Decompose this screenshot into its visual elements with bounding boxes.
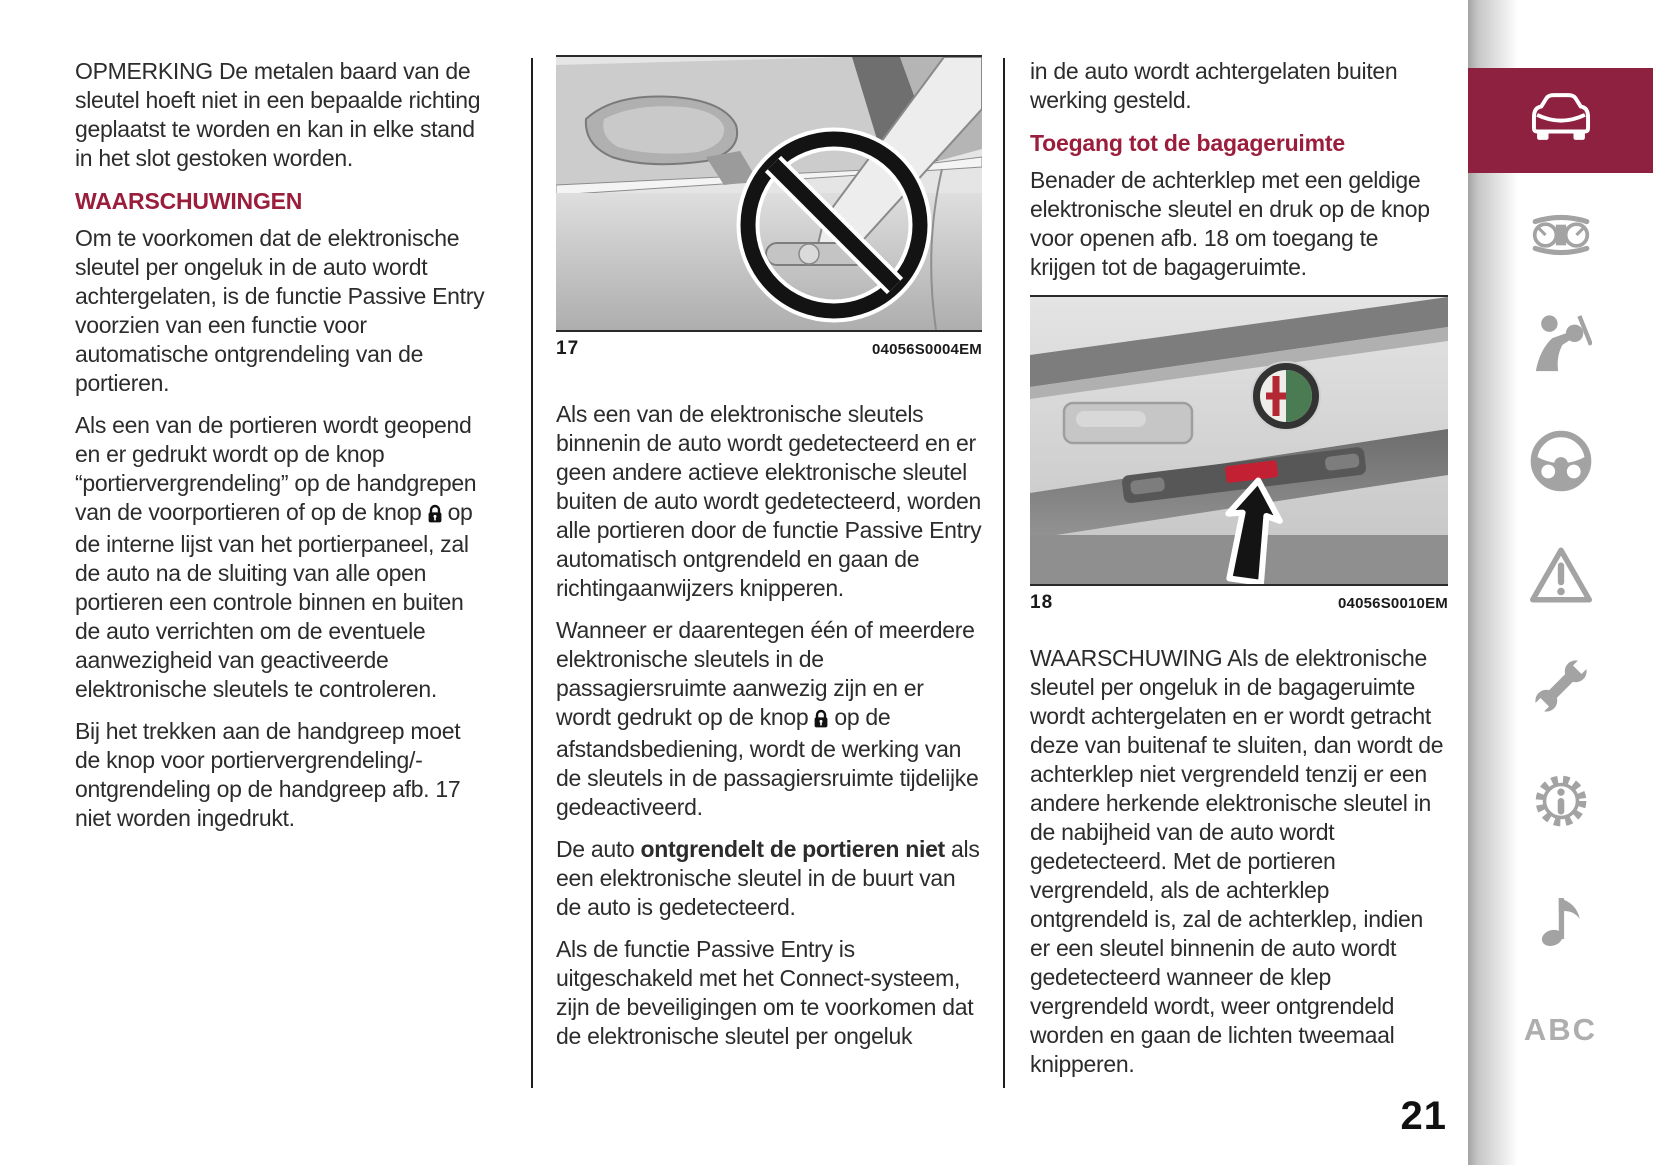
tab-safety[interactable] (1468, 312, 1653, 378)
steering-wheel-icon (1528, 428, 1594, 499)
door-handle-illustration (556, 57, 982, 330)
paragraph-text: als een elektronische sleutel in de buurt van de auto is gedetecteerd. (556, 836, 980, 920)
paragraph-text: Wanneer er daarentegen één of meerdere elektronische sleutels in de passagiersruimte aanwezig zijn en er wordt gedrukt op de knop (556, 617, 975, 730)
paragraph: Bij het trekken aan de handgreep moet de knop voor portiervergrendeling/- ontgrendeling op de handgreep afb. 17 niet worden ingedrukt. (75, 718, 461, 831)
boot-access-heading: Toegang tot de bagageruimte (1030, 130, 1345, 156)
tab-technical-data[interactable] (1468, 768, 1653, 838)
paragraph (556, 616, 982, 822)
tab-driving[interactable] (1468, 430, 1653, 496)
figure-number: 18 (1030, 592, 1054, 613)
figure-17-caption (556, 338, 982, 360)
figure-17-door-handle-prohibition (556, 55, 982, 332)
figure-number: 17 (556, 338, 580, 359)
wrench-icon (1526, 651, 1596, 726)
paragraph-text: op de interne lijst van het portierpaneel, zal de auto na de sluiting van alle open portieren een controle binnen en buiten de auto verrichten om de eventuele aanwezigheid van geactiveerde elektronische sleutels te controleren. (75, 499, 473, 702)
paragraph-text: De auto (556, 836, 641, 862)
instrument-cluster-icon (1528, 212, 1594, 263)
paragraph: Benader de achterklep met een geldige elektronische sleutel en druk op de knop voor openen afb. 18 om toegang te krijgen tot de bagageruimte. (1030, 167, 1430, 280)
paragraph: in de auto wordt achtergelaten buiten werking gesteld. (1030, 58, 1398, 113)
column-2 (556, 55, 982, 1064)
tab-emergency[interactable] (1468, 545, 1653, 609)
music-note-icon (1534, 887, 1588, 954)
warning-triangle-icon (1528, 545, 1594, 610)
airbag-icon (1530, 313, 1592, 378)
paragraph: Als een van de elektronische sleutels binnenin de auto wordt gedetecteerd en er geen andere actieve elektronische sleutel buiten de auto wordt gedetecteerd, worden alle portieren door de functie Passive Entry automatisch ontgrendeld en gaan de richtingaanwijzers knipperen. (556, 401, 982, 601)
paragraph-text: op de afstandsbediening, wordt de werking van de sleutels in de passagiersruimte tijdelijke gedeactiveerd. (556, 704, 979, 820)
paragraph (556, 835, 982, 922)
column-divider (531, 58, 533, 1088)
figure-18-boot-release (1030, 295, 1448, 586)
tab-dashboard[interactable] (1468, 208, 1653, 266)
figure-code: 04056S0004EM (872, 341, 982, 358)
gear-info-icon (1528, 768, 1594, 839)
column-1 (75, 57, 491, 846)
lock-icon (427, 501, 443, 530)
tab-multimedia[interactable] (1468, 885, 1653, 955)
paragraph: WAARSCHUWING Als de elektronische sleutel per ongeluk in de bagageruimte wordt achtergelaten en er wordt getracht deze van buitenaf te sluiten, dan wordt de achterklep niet vergrendeld tenzij er een andere herkende elektronische sleutel in de nabijheid van de auto wordt gedetecteerd. Met de portieren vergrendeld, als de achterklep ontgrendeld is, zal de achterklep, indien er een sleutel binnenin de auto wordt gedetecteerd wanneer de klep vergrendeld wordt, weer ontgrendeld worden en gaan de lichten tweemaal knipperen. (1030, 645, 1444, 1077)
tab-index[interactable] (1468, 1005, 1653, 1055)
page-number: 21 (1400, 1094, 1447, 1138)
paragraph-text: Als een van de portieren wordt geopend en er gedrukt wordt op de knop “portiervergrendeling” op de handgrepen van de voorportieren of op de knop (75, 412, 477, 525)
lock-icon (813, 706, 829, 735)
column-divider (1003, 58, 1005, 1088)
abc-index-label: ABC (1523, 1012, 1598, 1047)
column-3 (1030, 57, 1448, 1092)
paragraph (75, 411, 491, 704)
car-front-icon (1520, 92, 1602, 149)
paragraph: OPMERKING De metalen baard van de sleutel hoeft niet in een bepaalde richting geplaatst te worden en kan in elke stand in het slot gestoken worden. (75, 58, 481, 171)
paragraph: Als de functie Passive Entry is uitgeschakeld met het Connect-systeem, zijn de beveiligingen om te voorkomen dat de elektronische sleutel per ongeluk (556, 936, 974, 1049)
tab-vehicle-active[interactable] (1468, 68, 1653, 173)
warnings-heading: WAARSCHUWINGEN (75, 188, 303, 214)
tab-maintenance[interactable] (1468, 652, 1653, 724)
figure-18-caption (1030, 592, 1448, 614)
boot-release-photo (1030, 297, 1448, 584)
section-tab-sidebar (1468, 0, 1653, 1165)
figure-code: 04056S0010EM (1338, 595, 1448, 612)
emphasized-text: ontgrendelt de portieren niet (640, 836, 945, 862)
paragraph: Om te voorkomen dat de elektronische sleutel per ongeluk in de auto wordt achtergelaten, is de functie Passive Entry voorzien van een functie voor automatische ontgrendeling van de portieren. (75, 225, 485, 396)
